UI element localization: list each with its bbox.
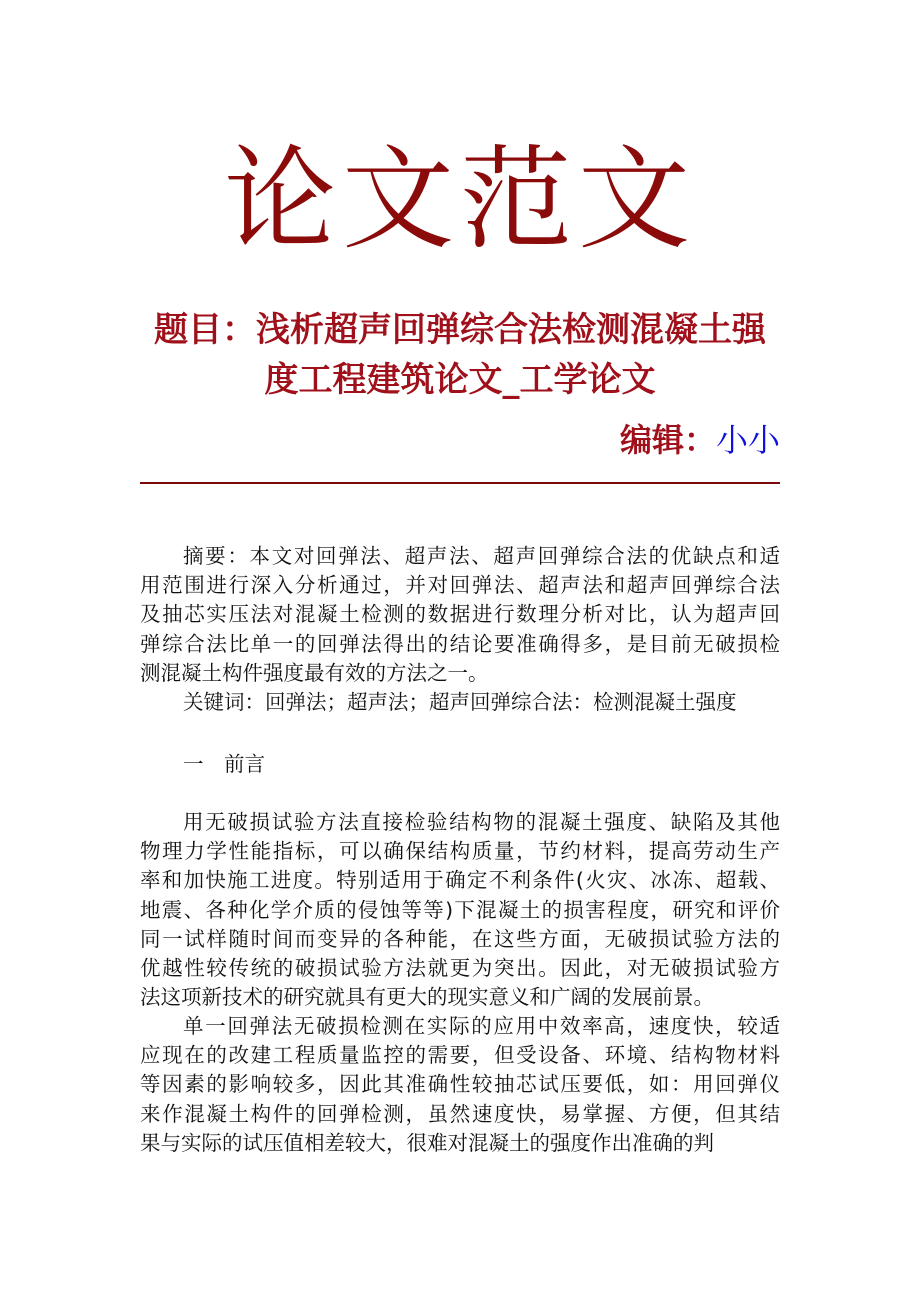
heading-line: 题目：浅析超声回弹综合法检测混凝土强 — [154, 310, 766, 350]
text-line: 地震、各种化学介质的侵蚀等等)下混凝土的损害程度，研究和评价 — [140, 897, 780, 922]
article-heading — [120, 305, 800, 405]
text-line: 同一试样随时间而变异的各种能，在这些方面，无破损试验方法的 — [140, 926, 780, 951]
section-heading-wrap — [140, 750, 780, 779]
paragraph-2 — [140, 1012, 780, 1158]
editor-label: 编辑： — [619, 421, 716, 459]
text-line: 用范围进行深入分析通过，并对回弹法、超声法和超声回弹综合法 — [140, 573, 780, 598]
text-line: 法这项新技术的研究就具有更大的现实意义和广阔的发展前景。 — [140, 985, 714, 1010]
abstract — [140, 542, 780, 717]
editor-credit — [620, 418, 780, 462]
text-line: 单一回弹法无破损检测在实际的应用中效率高，速度快，较适 — [183, 1014, 780, 1038]
text-line: 及抽芯实压法对混凝土检测的数据进行数理分析对比，认为超声回 — [140, 602, 780, 627]
paragraph-1 — [140, 808, 780, 1012]
text-line: 果与实际的试压值相差较大，很难对混凝土的强度作出准确的判 — [140, 1130, 714, 1155]
text-line: 等因素的影响较多，因此其准确性较抽芯试压要低，如：用回弹仪 — [140, 1072, 780, 1097]
document-title: 论文范文 — [224, 135, 696, 265]
text-line: 测混凝土构件强度最有效的方法之一。 — [140, 660, 489, 685]
divider — [140, 482, 780, 484]
text-line: 来作混凝土构件的回弹检测，虽然速度快，易掌握、方便，但其结 — [140, 1101, 780, 1126]
text-line: 优越性较传统的破损试验方法就更为突出。因此，对无破损试验方 — [140, 955, 780, 980]
text-line: 弹综合法比单一的回弹法得出的结论要准确得多，是目前无破损检 — [140, 631, 780, 656]
text-line: 率和加快施工进度。特别适用于确定不利条件(火灾、冰冻、超载、 — [140, 868, 780, 893]
section-heading: 一 前言 — [183, 752, 265, 776]
heading-line: 度工程建筑论文_工学论文 — [264, 360, 656, 400]
text-line: 用无破损试验方法直接检验结构物的混凝土强度、缺陷及其他 — [183, 810, 780, 834]
text-line: 应现在的改建工程质量监控的需要，但受设备、环境、结构物材料 — [140, 1043, 780, 1068]
text-line: 物理力学性能指标，可以确保结构质量，节约材料，提高劳动生产 — [140, 839, 780, 864]
editor-name: 小小 — [715, 421, 780, 459]
text-line: 摘要：本文对回弹法、超声法、超声回弹综合法的优缺点和适 — [183, 544, 780, 568]
keywords: 关键词：回弹法；超声法；超声回弹综合法：检测混凝土强度 — [183, 689, 737, 714]
